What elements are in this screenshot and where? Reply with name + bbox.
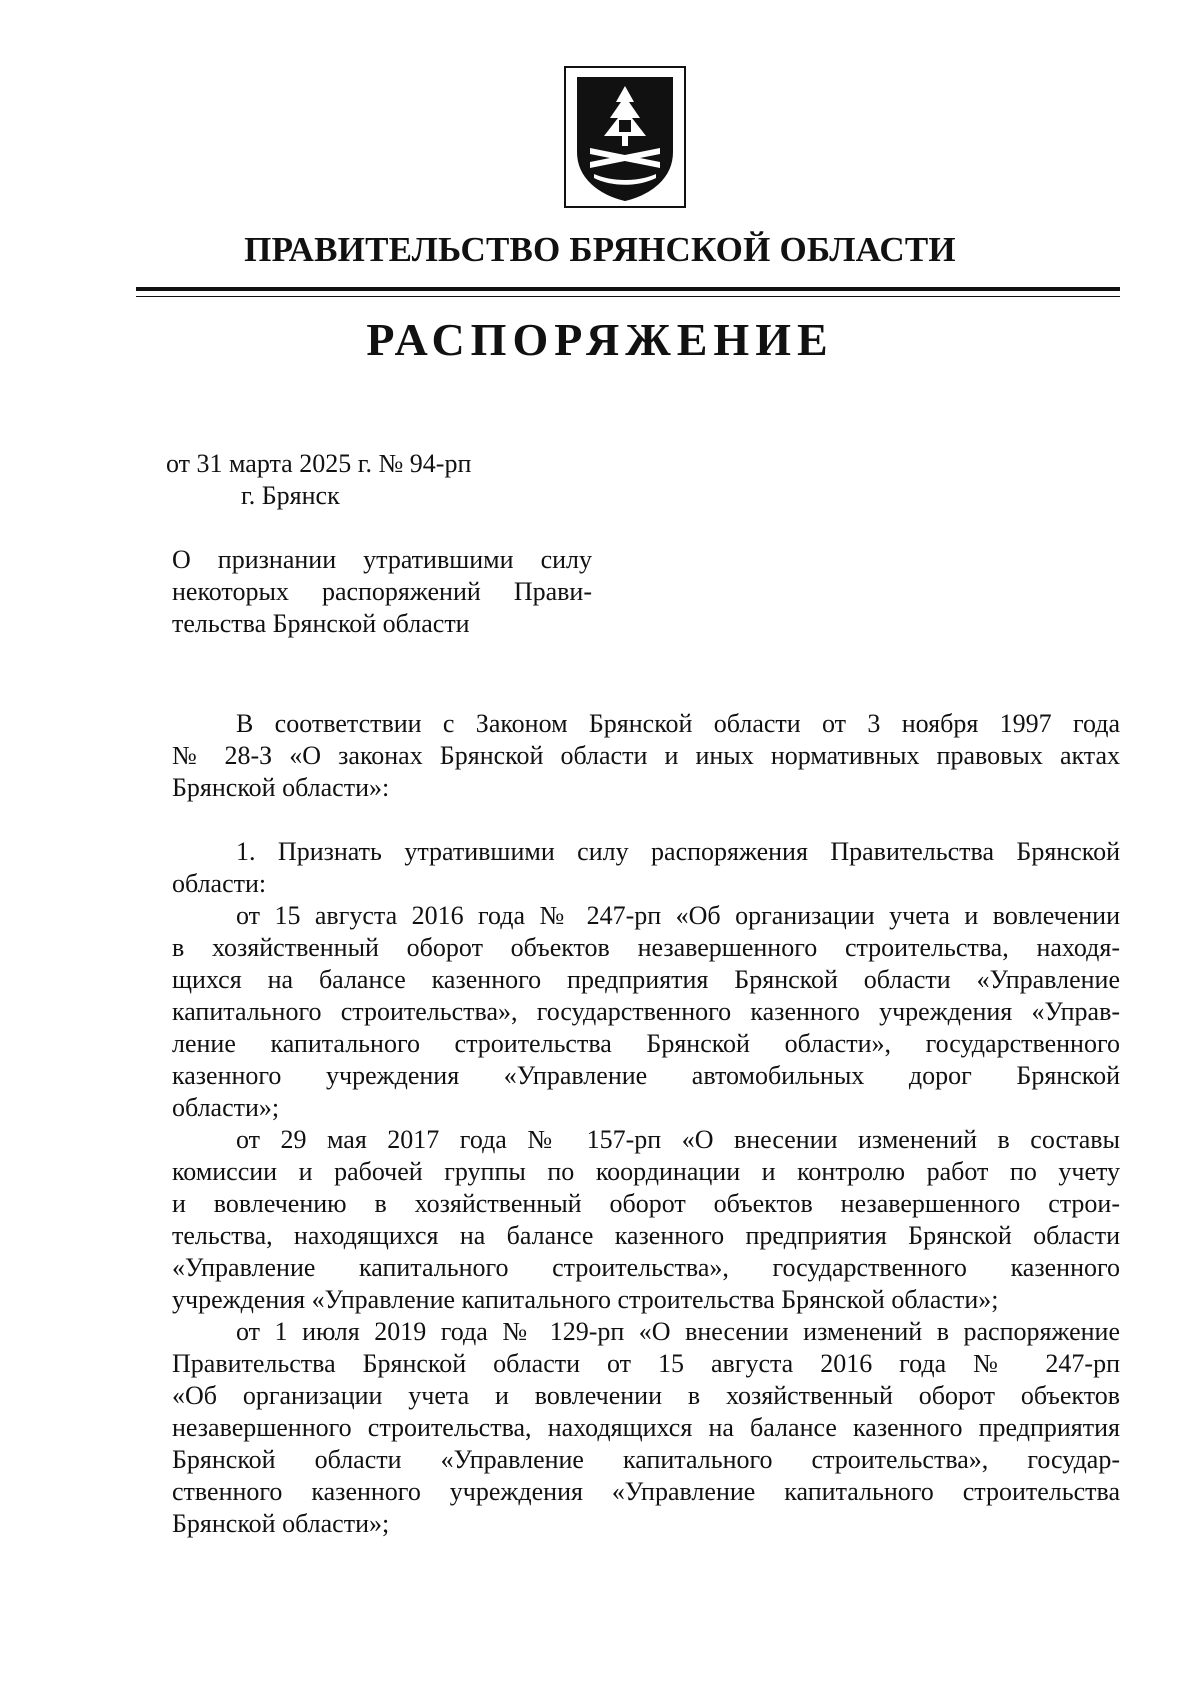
- act-line: от 15 августа 2016 года № 247-рп «Об организации учета и вовлечении: [236, 901, 1120, 930]
- government-title: ПРАВИТЕЛЬСТВО БРЯНСКОЙ ОБЛАСТИ: [244, 230, 956, 269]
- document-city: г. Брянск: [241, 481, 340, 510]
- document-date: 31 марта 2025 г.: [196, 449, 372, 478]
- act-line: тельства, находящихся на балансе казенного предприятия Брянской области: [172, 1221, 1120, 1250]
- document-subject: [172, 544, 592, 640]
- act-line: капитального строительства», государственного казенного учреждения «Управ-: [172, 997, 1120, 1026]
- preamble-line: Брянской области»:: [172, 773, 390, 802]
- subject-line: некоторых распоряжений Прави-: [172, 577, 592, 606]
- subject-line: О признании утратившими силу: [172, 545, 592, 574]
- act-line: незавершенного строительства, находящихся на балансе казенного предприятия: [172, 1413, 1120, 1442]
- act-line: ственного казенного учреждения «Управление капитального строительства: [172, 1477, 1120, 1506]
- act-line: «Об организации учета и вовлечении в хозяйственный оборот объектов: [172, 1381, 1120, 1410]
- act-line: от 29 мая 2017 года № 157-рп «О внесении изменений в составы: [236, 1125, 1120, 1154]
- item-line: области:: [172, 869, 267, 898]
- document-body: [172, 708, 1120, 1540]
- header-divider-thick: [136, 287, 1120, 291]
- act-line: комиссии и рабочей группы по координации и контролю работ по учету: [172, 1157, 1120, 1186]
- preamble-line: В соответствии с Законом Брянской области от 3 ноября 1997 года: [236, 709, 1120, 738]
- number-sign: №: [378, 449, 404, 478]
- document-date-number: [166, 448, 471, 480]
- act-line: Брянской области «Управление капитального строительства», государ-: [172, 1445, 1120, 1474]
- act-line: в хозяйственный оборот объектов незавершенного строительства, находя-: [172, 933, 1120, 962]
- preamble-line: № 28-З «О законах Брянской области и иных нормативных правовых актах: [172, 741, 1120, 770]
- act-line: и вовлечению в хозяйственный оборот объектов незавершенного строи-: [172, 1189, 1120, 1218]
- act-line: «Управление капитального строительства», государственного казенного: [172, 1253, 1120, 1282]
- act-line: учреждения «Управление капитального строительства Брянской области»;: [172, 1285, 999, 1314]
- document-number: 94-рп: [409, 449, 472, 478]
- subject-line: тельства Брянской области: [172, 609, 470, 638]
- act-line: казенного учреждения «Управление автомобильных дорог Брянской: [172, 1061, 1120, 1090]
- act-line: от 1 июля 2019 года № 129-рп «О внесении изменений в распоряжение: [236, 1317, 1120, 1346]
- item-line: 1. Признать утратившими силу распоряжения Правительства Брянской: [236, 837, 1120, 866]
- document-type-title: РАСПОРЯЖЕНИЕ: [366, 314, 834, 365]
- act-line: Правительства Брянской области от 15 августа 2016 года № 247-рп: [172, 1349, 1120, 1378]
- act-line: области»;: [172, 1093, 280, 1122]
- act-line: щихся на балансе казенного предприятия Брянской области «Управление: [172, 965, 1120, 994]
- header-divider-thin: [136, 296, 1120, 297]
- date-prefix: от: [166, 449, 191, 478]
- act-line: ление капитального строительства Брянской области», государственного: [172, 1029, 1120, 1058]
- paragraph-gap: [172, 804, 1120, 836]
- act-line: Брянской области»;: [172, 1509, 390, 1538]
- bryansk-coat-of-arms-icon: [564, 66, 686, 208]
